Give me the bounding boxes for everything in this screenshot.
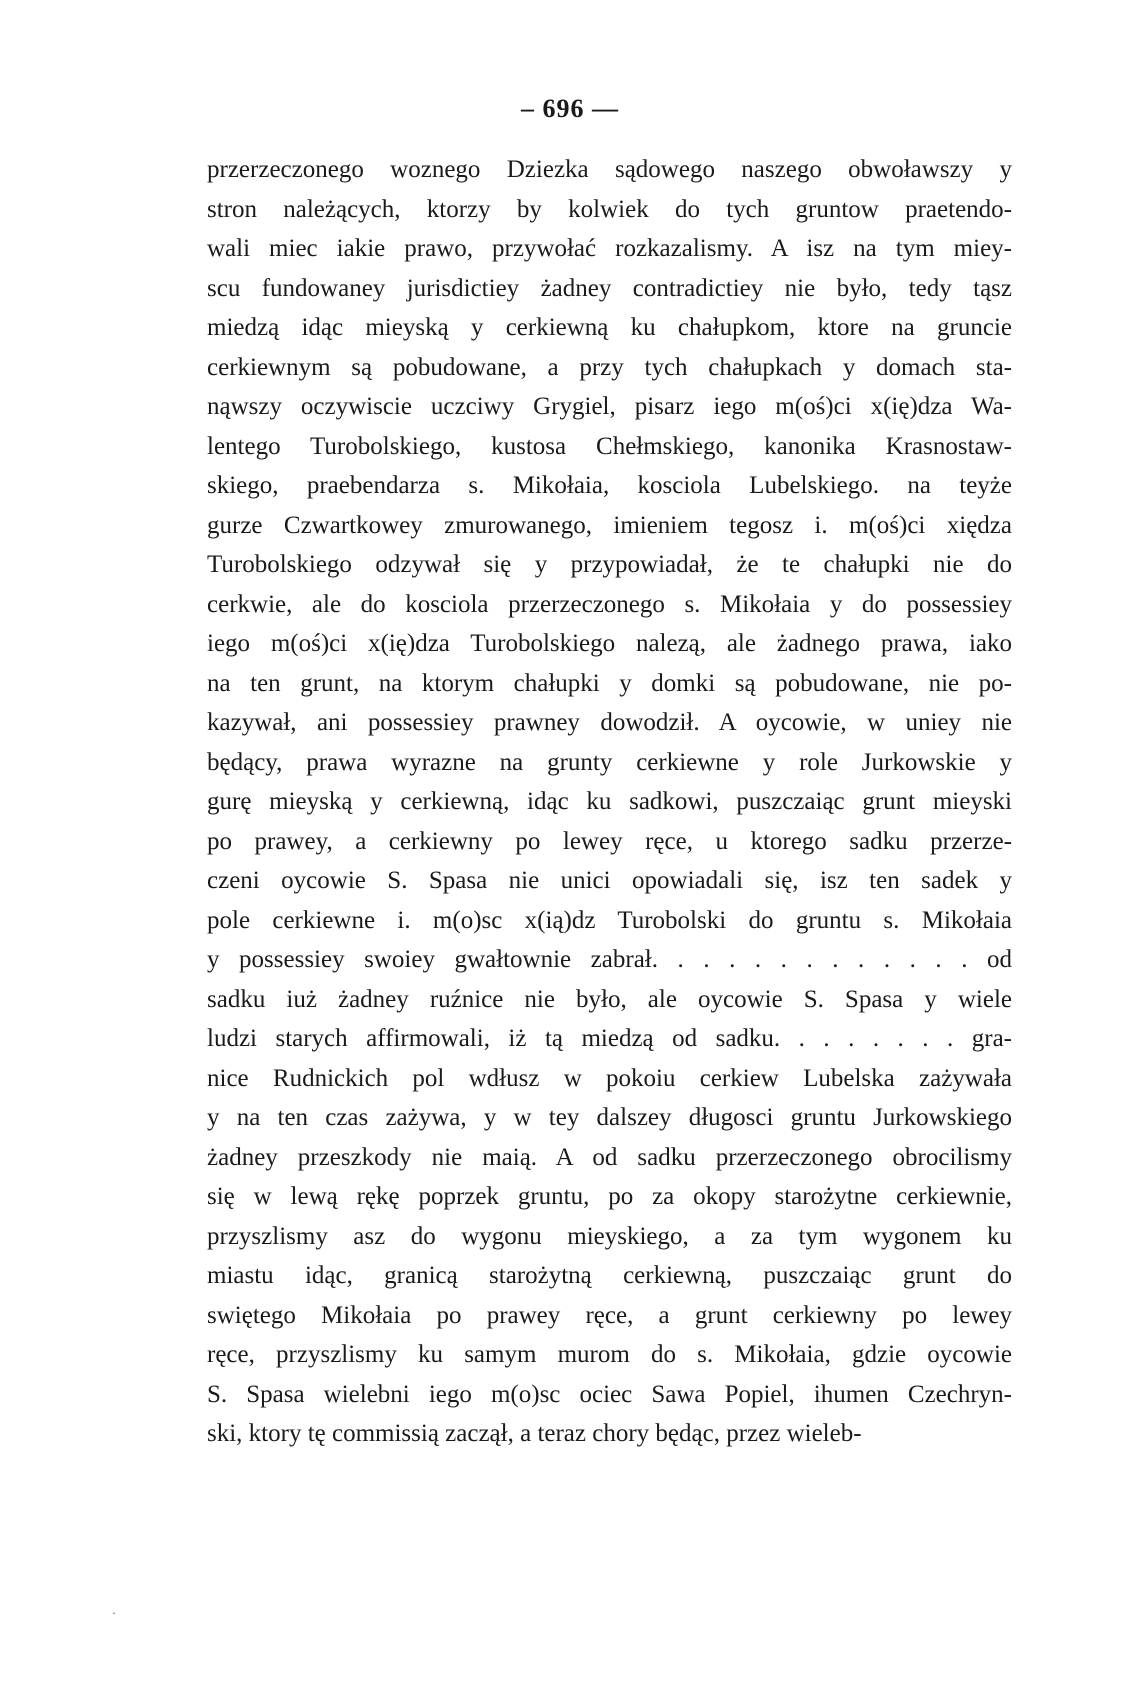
text-line: ludzi starych affirmowali, iż tą miedzą od sadku. . . . . . . . gra- [207,1025,1012,1052]
text-line: po prawey, a cerkiewny po lewey ręce, u ktorego sadku przerze- [207,827,1012,855]
text-line: się w lewą rękę poprzek gruntu, po za okopy starożytne cerkiewnie, [207,1183,1012,1210]
print-speck: · [112,1606,116,1620]
text-line: miastu idąc, granicą starożytną cerkiewną, puszczaiąc grunt do [207,1262,1012,1289]
text-line: kazywał, ani possessiey prawney dowodził. A oycowie, w uniey nie [207,709,1012,736]
text-line: iego m(oś)ci x(ię)dza Turobolskiego nalezą, ale żadnego prawa, iako [207,630,1012,657]
text-line: przyszlismy asz do wygonu mieyskiego, a za tym wygonem ku [207,1222,1012,1250]
text-line: stron należących, ktorzy by kolwiek do tych gruntow praetendo- [207,195,1012,223]
text-line: sadku iuż żadney ruźnice nie było, ale oycowie S. Spasa y wiele [207,985,1012,1013]
page-number: – 696 — [521,94,619,123]
text-line: swiętego Mikołaia po prawey ręce, a grunt cerkiewny po lewey [207,1301,1012,1329]
text-line: cerkiewnym są pobudowane, a przy tych chałupkach y domach sta- [207,353,1012,381]
text-line: na ten grunt, na ktorym chałupki y domki są pobudowane, nie po- [207,669,1012,697]
text-line: skiego, praebendarza s. Mikołaia, kosciola Lubelskiego. na teyże [207,472,1012,499]
text-line: gurę mieyską y cerkiewną, idąc ku sadkowi, puszczaiąc grunt mieyski [207,788,1012,815]
text-line: S. Spasa wielebni iego m(o)sc ociec Sawa Popiel, ihumen Czechryn- [207,1380,1012,1408]
text-line: nąwszy oczywiscie uczciwy Grygiel, pisarz iego m(oś)ci x(ię)dza Wa- [207,393,1012,420]
text-line: pole cerkiewne i. m(o)sc x(ią)dz Turobolski do gruntu s. Mikołaia [207,906,1012,934]
text-line: czeni oycowie S. Spasa nie unici opowiadali się, isz ten sadek y [207,867,1012,894]
text-line: gurze Czwartkowey zmurowanego, imieniem tegosz i. m(oś)ci xiędza [207,511,1012,539]
text-line: będący, prawa wyrazne na grunty cerkiewne y role Jurkowskie y [207,748,1012,776]
text-line: scu fundowaney jurisdictiey żadney contradictiey nie było, tedy tąsz [207,274,1012,302]
text-line: y na ten czas zażywa, y w tey dalszey długosci gruntu Jurkowskiego [207,1104,1012,1131]
text-line: miedzą idąc mieyską y cerkiewną ku chałupkom, ktore na gruncie [207,314,1012,341]
text-line: ski, ktory tę commissią zaczął, a teraz chory będąc, przez wieleb- [207,1420,862,1447]
text-line: ręce, przyszlismy ku samym murom do s. Mikołaia, gdzie oycowie [207,1341,1012,1368]
text-line: cerkwie, ale do kosciola przerzeczonego s. Mikołaia y do possessiey [207,590,1012,618]
text-line: y possessiey swoiey gwałtownie zabrał. . . . . . . . . . . . . od [207,946,1012,973]
text-line: żadney przeszkody nie maią. A od sadku przerzeczonego obrocilismy [207,1143,1012,1171]
text-line: lentego Turobolskiego, kustosa Chełmskiego, kanonika Krasnostaw- [207,432,1012,460]
text-line: nice Rudnickich pol wdłusz w pokoiu cerkiew Lubelska zażywała [207,1064,1012,1092]
text-line: wali miec iakie prawo, przywołać rozkazalismy. A isz na tym miey- [207,235,1012,262]
text-line: przerzeczonego woznego Dziezka sądowego naszego obwoławszy y [207,156,1012,183]
body-text [207,150,1012,1454]
text-line: Turobolskiego odzywał się y przypowiadał, że te chałupki nie do [207,551,1012,578]
